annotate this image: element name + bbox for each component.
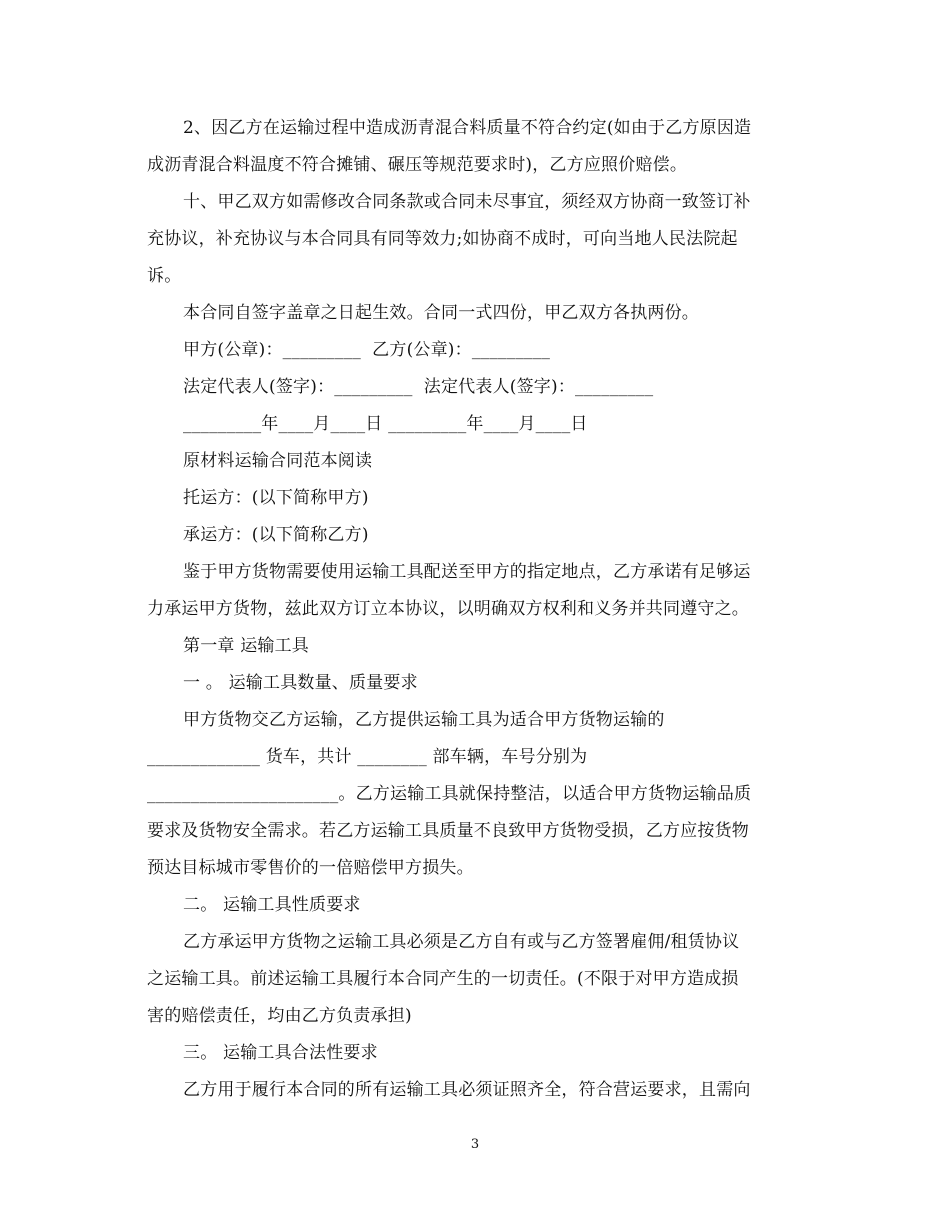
paragraph-line: 乙方承运甲方货物之运输工具必须是乙方自有或与乙方签署雇佣/租赁协议	[183, 932, 740, 952]
paragraph-line: 之运输工具。前述运输工具履行本合同产生的一切责任。(不限于对甲方造成损	[147, 969, 739, 989]
chapter-heading: 第一章 运输工具	[183, 636, 310, 656]
party-line-carrier: 承运方：(以下简称乙方)	[183, 525, 369, 545]
paragraph-line: 本合同自签字盖章之日起生效。合同一式四份，甲乙双方各执两份。	[183, 303, 699, 323]
paragraph-line: 十、甲乙双方如需修改合同条款或合同未尽事宜，须经双方协商一致签订补	[183, 192, 751, 212]
paragraph-line: 诉。	[147, 266, 182, 286]
subsection-heading: 三。 运输工具合法性要求	[183, 1043, 378, 1063]
paragraph-line: 害的赔偿责任，均由乙方负责承担)	[147, 1006, 412, 1026]
subsection-heading: 一 。 运输工具数量、质量要求	[183, 673, 418, 693]
party-line-shipper: 托运方：(以下简称甲方)	[183, 488, 369, 508]
page-number: 3	[470, 1137, 480, 1152]
paragraph-line: 力承运甲方货物，兹此双方订立本协议，以明确双方权利和义务并共同遵守之。	[147, 599, 749, 619]
paragraph-line: 乙方用于履行本合同的所有运输工具必须证照齐全，符合营运要求，且需向	[183, 1080, 751, 1100]
paragraph-line: 2、因乙方在运输过程中造成沥青混合料质量不符合约定(如由于乙方原因造	[183, 118, 752, 138]
paragraph-line: _____________ 货车，共计 ________ 部车辆，车号分别为	[147, 747, 588, 767]
subsection-heading: 二。 运输工具性质要求	[183, 895, 361, 915]
section-title: 原材料运输合同范本阅读	[183, 451, 373, 471]
paragraph-line: 甲方货物交乙方运输，乙方提供运输工具为适合甲方货物运输的	[183, 710, 665, 730]
paragraph-line: 成沥青混合料温度不符合摊铺、碾压等规范要求时)，乙方应照价赔偿。	[147, 155, 688, 175]
signature-line-date: _________年____月____日 _________年____月____日	[183, 414, 588, 434]
paragraph-line: 要求及货物安全需求。若乙方运输工具质量不良致甲方货物受损，乙方应按货物	[147, 821, 749, 841]
document-body	[147, 110, 809, 1109]
paragraph-line: 鉴于甲方货物需要使用运输工具配送至甲方的指定地点，乙方承诺有足够运	[183, 562, 751, 582]
paragraph-line: ______________________。乙方运输工具就保持整洁，以适合甲方货物运输品质	[147, 784, 752, 804]
signature-line-representative: 法定代表人(签字)：_________ 法定代表人(签字)：_________	[183, 377, 654, 397]
paragraph-line: 预达目标城市零售价的一倍赔偿甲方损失。	[147, 858, 474, 878]
paragraph-line: 充协议，补充协议与本合同具有同等效力;如协商不成时，可向当地人民法院起	[147, 229, 738, 249]
signature-line-seal: 甲方(公章)：_________ 乙方(公章)：_________	[183, 340, 551, 360]
